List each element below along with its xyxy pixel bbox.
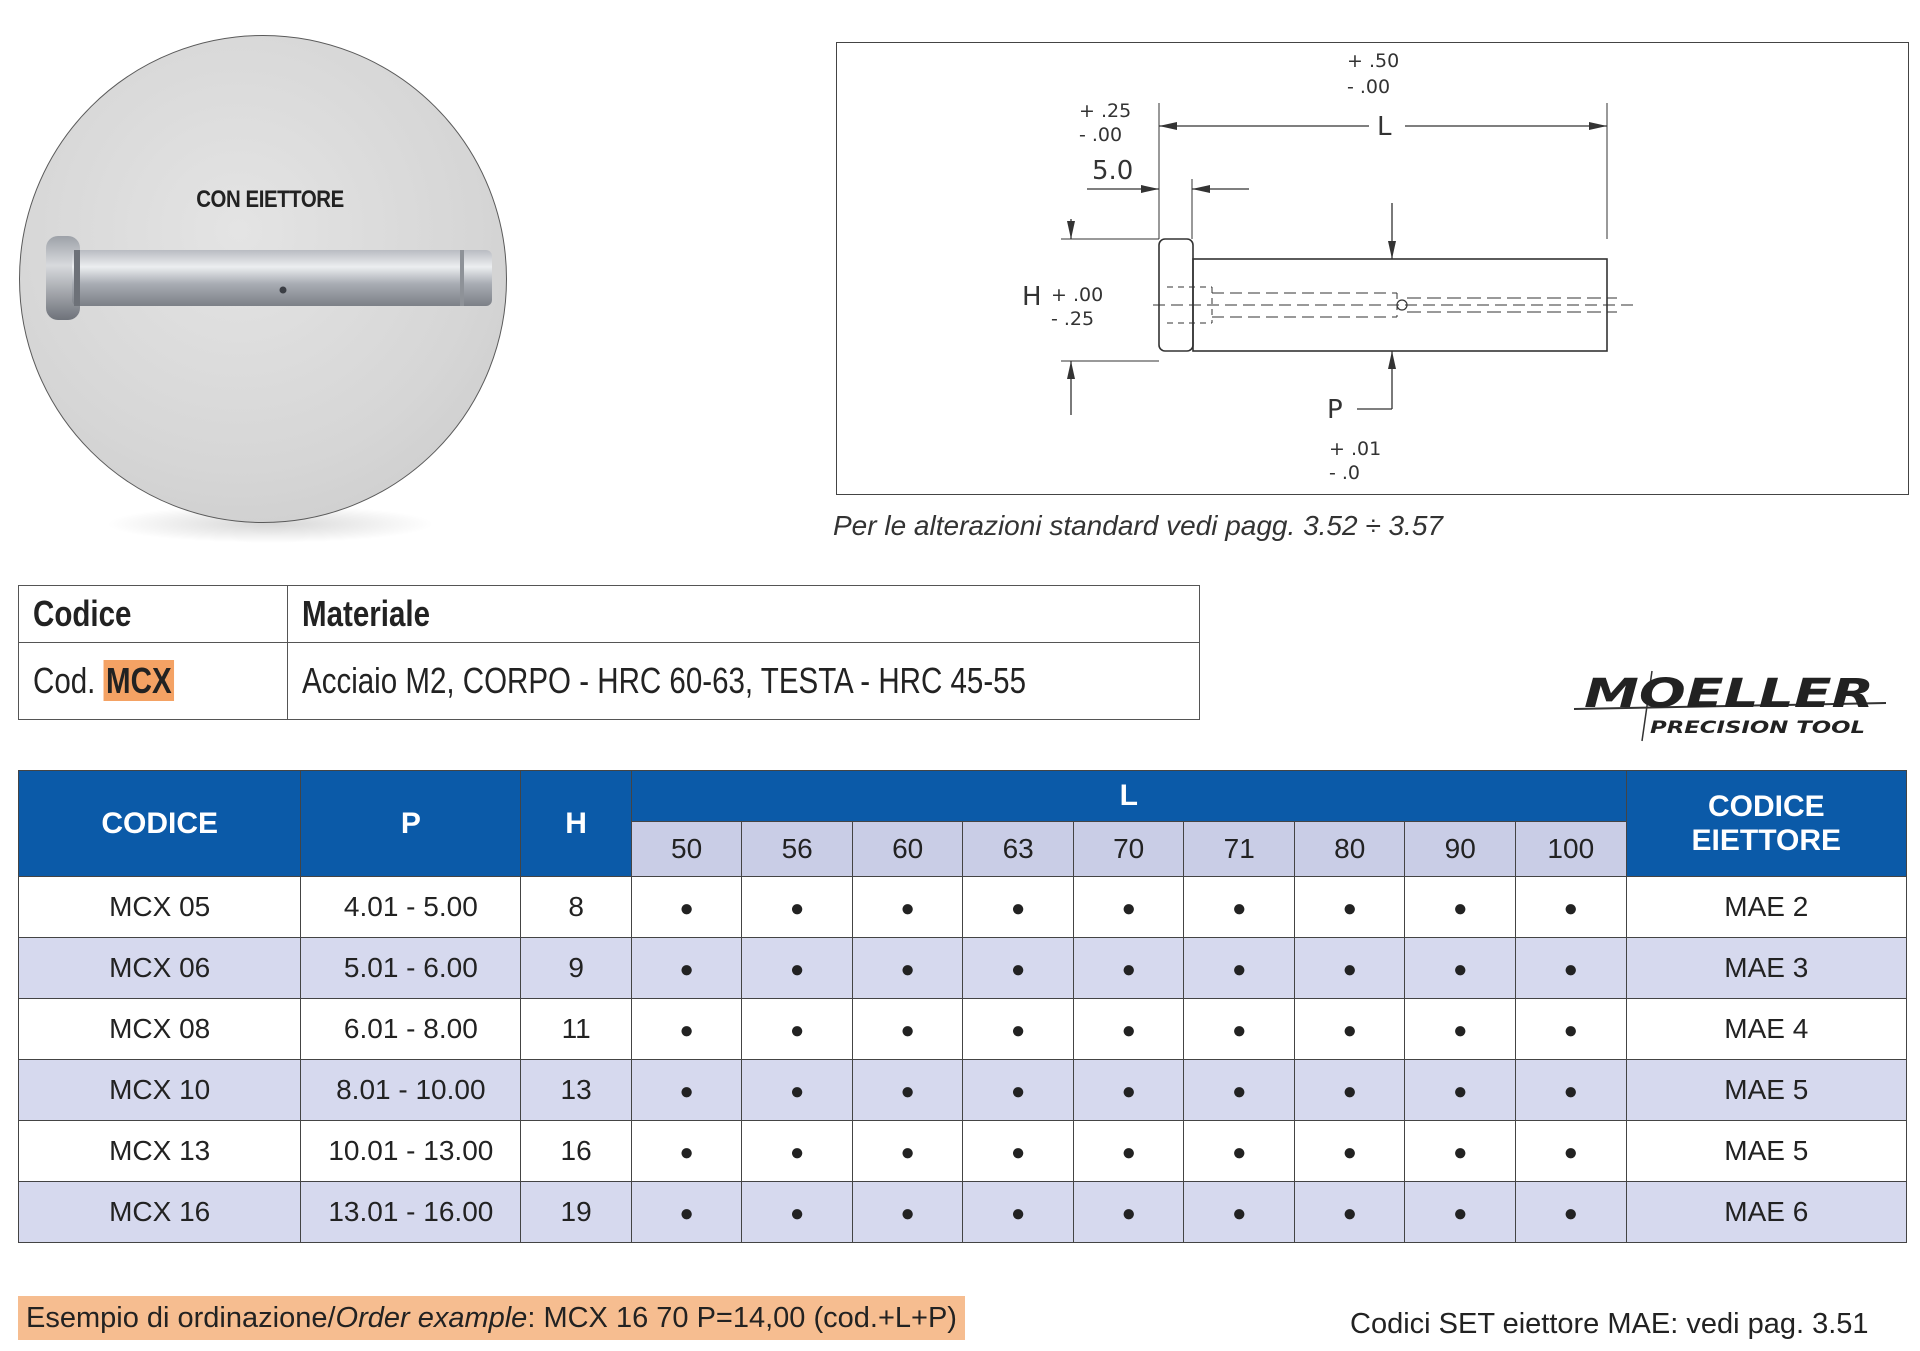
availability-dot: ● [1231, 1139, 1247, 1166]
table-row [19, 938, 1907, 999]
table-row [19, 1060, 1907, 1121]
cell-code: MCX 13 [19, 1121, 301, 1182]
availability-dot: ● [1121, 956, 1136, 983]
cell-availability [742, 1121, 853, 1182]
availability-dot: ● [789, 1200, 805, 1227]
alterations-note: Per le alterazioni standard vedi pagg. 3.52 ÷ 3.57 [833, 510, 1443, 541]
availability-dot: ● [1342, 895, 1357, 922]
availability-dot: ● [1563, 1200, 1579, 1227]
availability-dot: ● [1121, 1017, 1136, 1044]
availability-dot: ● [1010, 1078, 1026, 1105]
header-p: P [301, 771, 521, 877]
cell-availability [1294, 1060, 1405, 1121]
cell-ejector: MAE 6 [1626, 1182, 1906, 1243]
cell-ejector: MAE 3 [1626, 938, 1906, 999]
cell-availability [1294, 1121, 1405, 1182]
material-header-code: Codice [19, 586, 288, 643]
availability-dot: ● [1231, 956, 1247, 983]
availability-dot: ● [900, 956, 915, 983]
availability-dot: ● [679, 1078, 694, 1105]
availability-dot: ● [1342, 1078, 1357, 1105]
label-h: H [1022, 282, 1042, 312]
cell-availability [1184, 877, 1295, 938]
availability-dot: ● [679, 1139, 694, 1166]
cell-code: MCX 08 [19, 999, 301, 1060]
cell-p: 4.01 - 5.00 [301, 877, 521, 938]
logo-name: MOELLER [1584, 671, 1874, 717]
material-table [18, 585, 1200, 720]
cell-availability [1184, 1121, 1295, 1182]
cell-availability [1073, 999, 1184, 1060]
header-codice: CODICE [19, 771, 301, 877]
availability-dot: ● [789, 1078, 805, 1105]
tol-h-plus: + .00 [1051, 284, 1104, 306]
cell-availability [1073, 1182, 1184, 1243]
availability-dot: ● [1231, 895, 1247, 922]
availability-dot: ● [1563, 895, 1579, 922]
header-length-71: 71 [1184, 822, 1295, 877]
header-length-63: 63 [963, 822, 1074, 877]
availability-dot: ● [1563, 956, 1579, 983]
material-value-cell: Acciaio M2, CORPO - HRC 60-63, TESTA - HRC 45-55 [288, 643, 1200, 720]
cell-availability [1405, 999, 1516, 1060]
availability-dot: ● [1121, 1139, 1136, 1166]
availability-dot: ● [900, 1078, 915, 1105]
cell-p: 8.01 - 10.00 [301, 1060, 521, 1121]
material-header-material: Materiale [288, 586, 1200, 643]
cell-code: MCX 06 [19, 938, 301, 999]
availability-dot: ● [1452, 895, 1468, 922]
cell-availability [1073, 877, 1184, 938]
cell-availability [1184, 1182, 1295, 1243]
header-length-90: 90 [1405, 822, 1516, 877]
availability-dot: ● [900, 1139, 915, 1166]
table-row [19, 877, 1907, 938]
cell-ejector: MAE 4 [1626, 999, 1906, 1060]
cell-availability [742, 1182, 853, 1243]
availability-dot: ● [679, 956, 694, 983]
cell-availability [963, 877, 1074, 938]
availability-dot: ● [1452, 1139, 1468, 1166]
cell-h: 11 [521, 999, 632, 1060]
availability-dot: ● [1452, 1078, 1468, 1105]
cell-code: MCX 10 [19, 1060, 301, 1121]
cell-availability [631, 1121, 742, 1182]
availability-dot: ● [1452, 1017, 1468, 1044]
availability-dot: ● [1563, 1139, 1579, 1166]
cell-availability [1184, 999, 1295, 1060]
availability-dot: ● [1010, 1200, 1026, 1227]
cell-availability [1516, 877, 1627, 938]
availability-dot: ● [1121, 1078, 1136, 1105]
cell-availability [1405, 938, 1516, 999]
cell-availability [1294, 877, 1405, 938]
availability-dot: ● [900, 1200, 915, 1227]
availability-dot: ● [789, 895, 805, 922]
cell-availability [1516, 999, 1627, 1060]
tol-h-minus: - .25 [1051, 308, 1095, 330]
cell-availability [631, 877, 742, 938]
moeller-logo [1570, 665, 1890, 745]
technical-drawing [836, 42, 1909, 495]
header-length-80: 80 [1294, 822, 1405, 877]
availability-dot: ● [1563, 1017, 1579, 1044]
availability-dot: ● [1563, 1078, 1579, 1105]
cell-h: 13 [521, 1060, 632, 1121]
cell-code: MCX 05 [19, 877, 301, 938]
ejector-pin-image [40, 228, 500, 328]
cell-h: 16 [521, 1121, 632, 1182]
set-ejector-note: Codici SET eiettore MAE: vedi pag. 3.51 [1350, 1308, 1869, 1340]
header-length-50: 50 [631, 822, 742, 877]
availability-dot: ● [1231, 1200, 1247, 1227]
cell-availability [1073, 938, 1184, 999]
cell-availability [631, 938, 742, 999]
header-l: L [631, 771, 1626, 822]
cell-availability [1516, 1060, 1627, 1121]
availability-dot: ● [1231, 1078, 1247, 1105]
logo-tagline: PRECISION TOOL [1650, 718, 1865, 738]
cell-ejector: MAE 2 [1626, 877, 1906, 938]
tol-l-plus: + .50 [1347, 50, 1400, 72]
cell-availability [1184, 938, 1295, 999]
availability-dot: ● [1452, 956, 1468, 983]
cell-availability [963, 1121, 1074, 1182]
header-h: H [521, 771, 632, 877]
cell-h: 9 [521, 938, 632, 999]
cell-availability [1516, 1121, 1627, 1182]
availability-dot: ● [1342, 1017, 1357, 1044]
header-length-60: 60 [852, 822, 963, 877]
cell-availability [1405, 1182, 1516, 1243]
cell-availability [1073, 1060, 1184, 1121]
availability-dot: ● [789, 1017, 805, 1044]
cell-availability [1294, 938, 1405, 999]
cell-availability [963, 1060, 1074, 1121]
head-length: 5.0 [1092, 156, 1134, 186]
availability-dot: ● [1342, 1200, 1357, 1227]
cell-availability [1294, 999, 1405, 1060]
cell-p: 13.01 - 16.00 [301, 1182, 521, 1243]
cell-p: 10.01 - 13.00 [301, 1121, 521, 1182]
material-code-cell: Cod. MCX [19, 643, 288, 720]
table-row [19, 1121, 1907, 1182]
tol-p-plus: + .01 [1329, 438, 1382, 460]
cell-availability [742, 999, 853, 1060]
cell-code: MCX 16 [19, 1182, 301, 1243]
cell-availability [631, 999, 742, 1060]
availability-dot: ● [1452, 1200, 1468, 1227]
cell-availability [1184, 1060, 1295, 1121]
cell-availability [852, 1060, 963, 1121]
availability-dot: ● [900, 1017, 915, 1044]
cell-availability [852, 999, 963, 1060]
cell-ejector: MAE 5 [1626, 1060, 1906, 1121]
cell-availability [1405, 1060, 1516, 1121]
cell-availability [1405, 877, 1516, 938]
header-ejector-code: CODICE EIETTORE [1626, 771, 1906, 877]
availability-dot: ● [1121, 1200, 1136, 1227]
cell-h: 19 [521, 1182, 632, 1243]
table-row [19, 999, 1907, 1060]
cell-availability [742, 1060, 853, 1121]
availability-dot: ● [679, 1017, 694, 1044]
code-highlight: MCX [104, 660, 175, 701]
cell-availability [631, 1060, 742, 1121]
header-length-56: 56 [742, 822, 853, 877]
cell-availability [1073, 1121, 1184, 1182]
tol-head-plus: + .25 [1079, 100, 1132, 122]
cell-availability [963, 938, 1074, 999]
cell-p: 6.01 - 8.00 [301, 999, 521, 1060]
availability-dot: ● [1010, 895, 1026, 922]
photo-label: CON EIETTORE [196, 186, 344, 213]
cell-availability [852, 1121, 963, 1182]
availability-dot: ● [1342, 956, 1357, 983]
availability-dot: ● [789, 1139, 805, 1166]
availability-dot: ● [1342, 1139, 1357, 1166]
drawing-svg [837, 43, 1907, 493]
availability-dot: ● [1231, 1017, 1247, 1044]
header-length-100: 100 [1516, 822, 1627, 877]
order-example: Esempio di ordinazione/Order example: MCX 16 70 P=14,00 (cod.+L+P) [18, 1296, 965, 1340]
availability-dot: ● [1010, 1017, 1026, 1044]
cell-availability [1294, 1182, 1405, 1243]
cell-availability [852, 877, 963, 938]
availability-dot: ● [1121, 895, 1136, 922]
cell-availability [1516, 938, 1627, 999]
cell-availability [742, 938, 853, 999]
header-length-70: 70 [1073, 822, 1184, 877]
cell-availability [631, 1182, 742, 1243]
cell-availability [963, 999, 1074, 1060]
availability-dot: ● [1010, 1139, 1026, 1166]
product-table [18, 770, 1907, 1243]
cell-ejector: MAE 5 [1626, 1121, 1906, 1182]
cell-p: 5.01 - 6.00 [301, 938, 521, 999]
tol-p-minus: - .0 [1329, 462, 1361, 484]
cell-availability [1516, 1182, 1627, 1243]
availability-dot: ● [679, 1200, 694, 1227]
table-row [19, 1182, 1907, 1243]
label-l: L [1377, 112, 1392, 142]
cell-availability [742, 877, 853, 938]
availability-dot: ● [789, 956, 805, 983]
cell-availability [1405, 1121, 1516, 1182]
cell-availability [852, 938, 963, 999]
availability-dot: ● [679, 895, 694, 922]
cell-h: 8 [521, 877, 632, 938]
cell-availability [852, 1182, 963, 1243]
availability-dot: ● [1010, 956, 1026, 983]
label-p: P [1327, 395, 1343, 425]
cell-availability [963, 1182, 1074, 1243]
tol-l-minus: - .00 [1347, 76, 1391, 98]
availability-dot: ● [900, 895, 915, 922]
tol-head-minus: - .00 [1079, 124, 1123, 146]
